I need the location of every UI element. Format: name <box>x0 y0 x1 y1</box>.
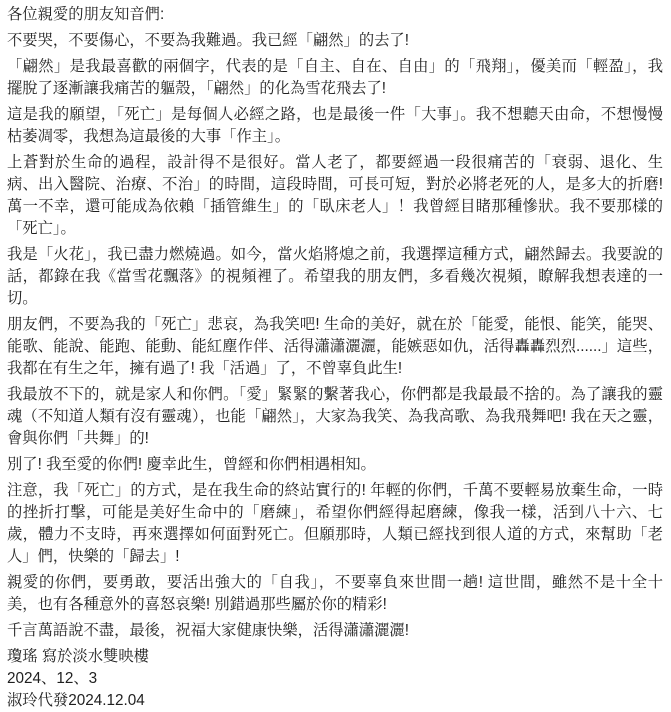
paragraph: 朋友們，不要為我的「死亡」悲哀，為我笑吧! 生命的美好，就在於「能愛，能恨、能笑，能哭、能歌、能說、能跑、能動、能紅塵作伴、活得瀟瀟灑灑，能嫉惡如仇，活得轟轟烈烈......」這些，我都在有生之年，擁有過了! 我「活過」了，不曾辜負此生! <box>7 316 663 377</box>
paragraph: 我是「火花」，我已盡力燃燒過。如今，當火焰將熄之前，我選擇這種方式，翩然歸去。我要說的話，都錄在我《當雪花飄落》的視頻裡了。希望我的朋友們，多看幾次視頻，瞭解我想表達的一切。 <box>7 246 663 307</box>
signature-date: 2024、12、3 <box>7 670 98 687</box>
signature-proxy-date: 淑玲代發2024.12.04 <box>7 692 145 709</box>
signature-block <box>7 646 663 712</box>
paragraph: 我最放不下的，就是家人和你們。「愛」緊緊的繫著我心，你們都是我最最不捨的。為了讓我的靈魂（不知道人類有沒有靈魂），也能「翩然」，大家為我笑、為我高歌、為我飛舞吧! 我在天之靈，會與你們「共舞」的! <box>7 386 663 447</box>
paragraph: 上蒼對於生命的過程，設計得不是很好。當人老了，都要經過一段很痛苦的「衰弱、退化、生病、出入醫院、治療、不治」的時間，這段時間，可長可短，對於必將老死的人，是多大的折磨! 萬一不幸，還可能成為依賴「插管維生」的「臥床老人」！我曾經目睹那種慘狀。我不要那樣的「死亡」。 <box>7 154 663 237</box>
paragraph: 這是我的願望，「死亡」是每個人必經之路，也是最後一件「大事」。我不想聽天由命，不想慢慢枯萎凋零，我想為這最後的大事「作主」。 <box>7 106 663 145</box>
paragraph: 千言萬語說不盡，最後，祝福大家健康快樂，活得瀟瀟灑灑! <box>7 622 409 639</box>
signature-author: 瓊瑤 寫於淡水雙映樓 <box>7 648 149 665</box>
paragraph: 注意，我「死亡」的方式，是在我生命的終站實行的! 年輕的你們，千萬不要輕易放棄生命，一時的挫折打擊，可能是美好生命中的「磨練」，希望你們經得起磨練，像我一樣，活到八十六、七歲，體力不支時，再來選擇如何面對死亡。但願那時，人類已經找到很人道的方式，來幫助「老人」們，快樂的「歸去」! <box>7 482 663 565</box>
paragraph: 別了! 我至愛的你們! 慶幸此生，曾經和你們相遇相知。 <box>7 456 376 473</box>
paragraph: 親愛的你們，要勇敢，要活出強大的「自我」，不要辜負來世間一趟! 這世間，雖然不是十全十美，也有各種意外的喜怒哀樂! 別錯過那些屬於你的精彩! <box>7 574 663 613</box>
paragraph: 不要哭，不要傷心，不要為我難過。我已經「翩然」的去了! <box>7 32 409 49</box>
paragraph: 「翩然」是我最喜歡的兩個字，代表的是「自主、自在、自由」的「飛翔」，優美而「輕盈」，我擺脫了逐漸讓我痛苦的軀殼，「翩然」的化為雪花飛去了! <box>7 58 663 97</box>
salutation: 各位親愛的朋友知音們: <box>7 6 165 23</box>
